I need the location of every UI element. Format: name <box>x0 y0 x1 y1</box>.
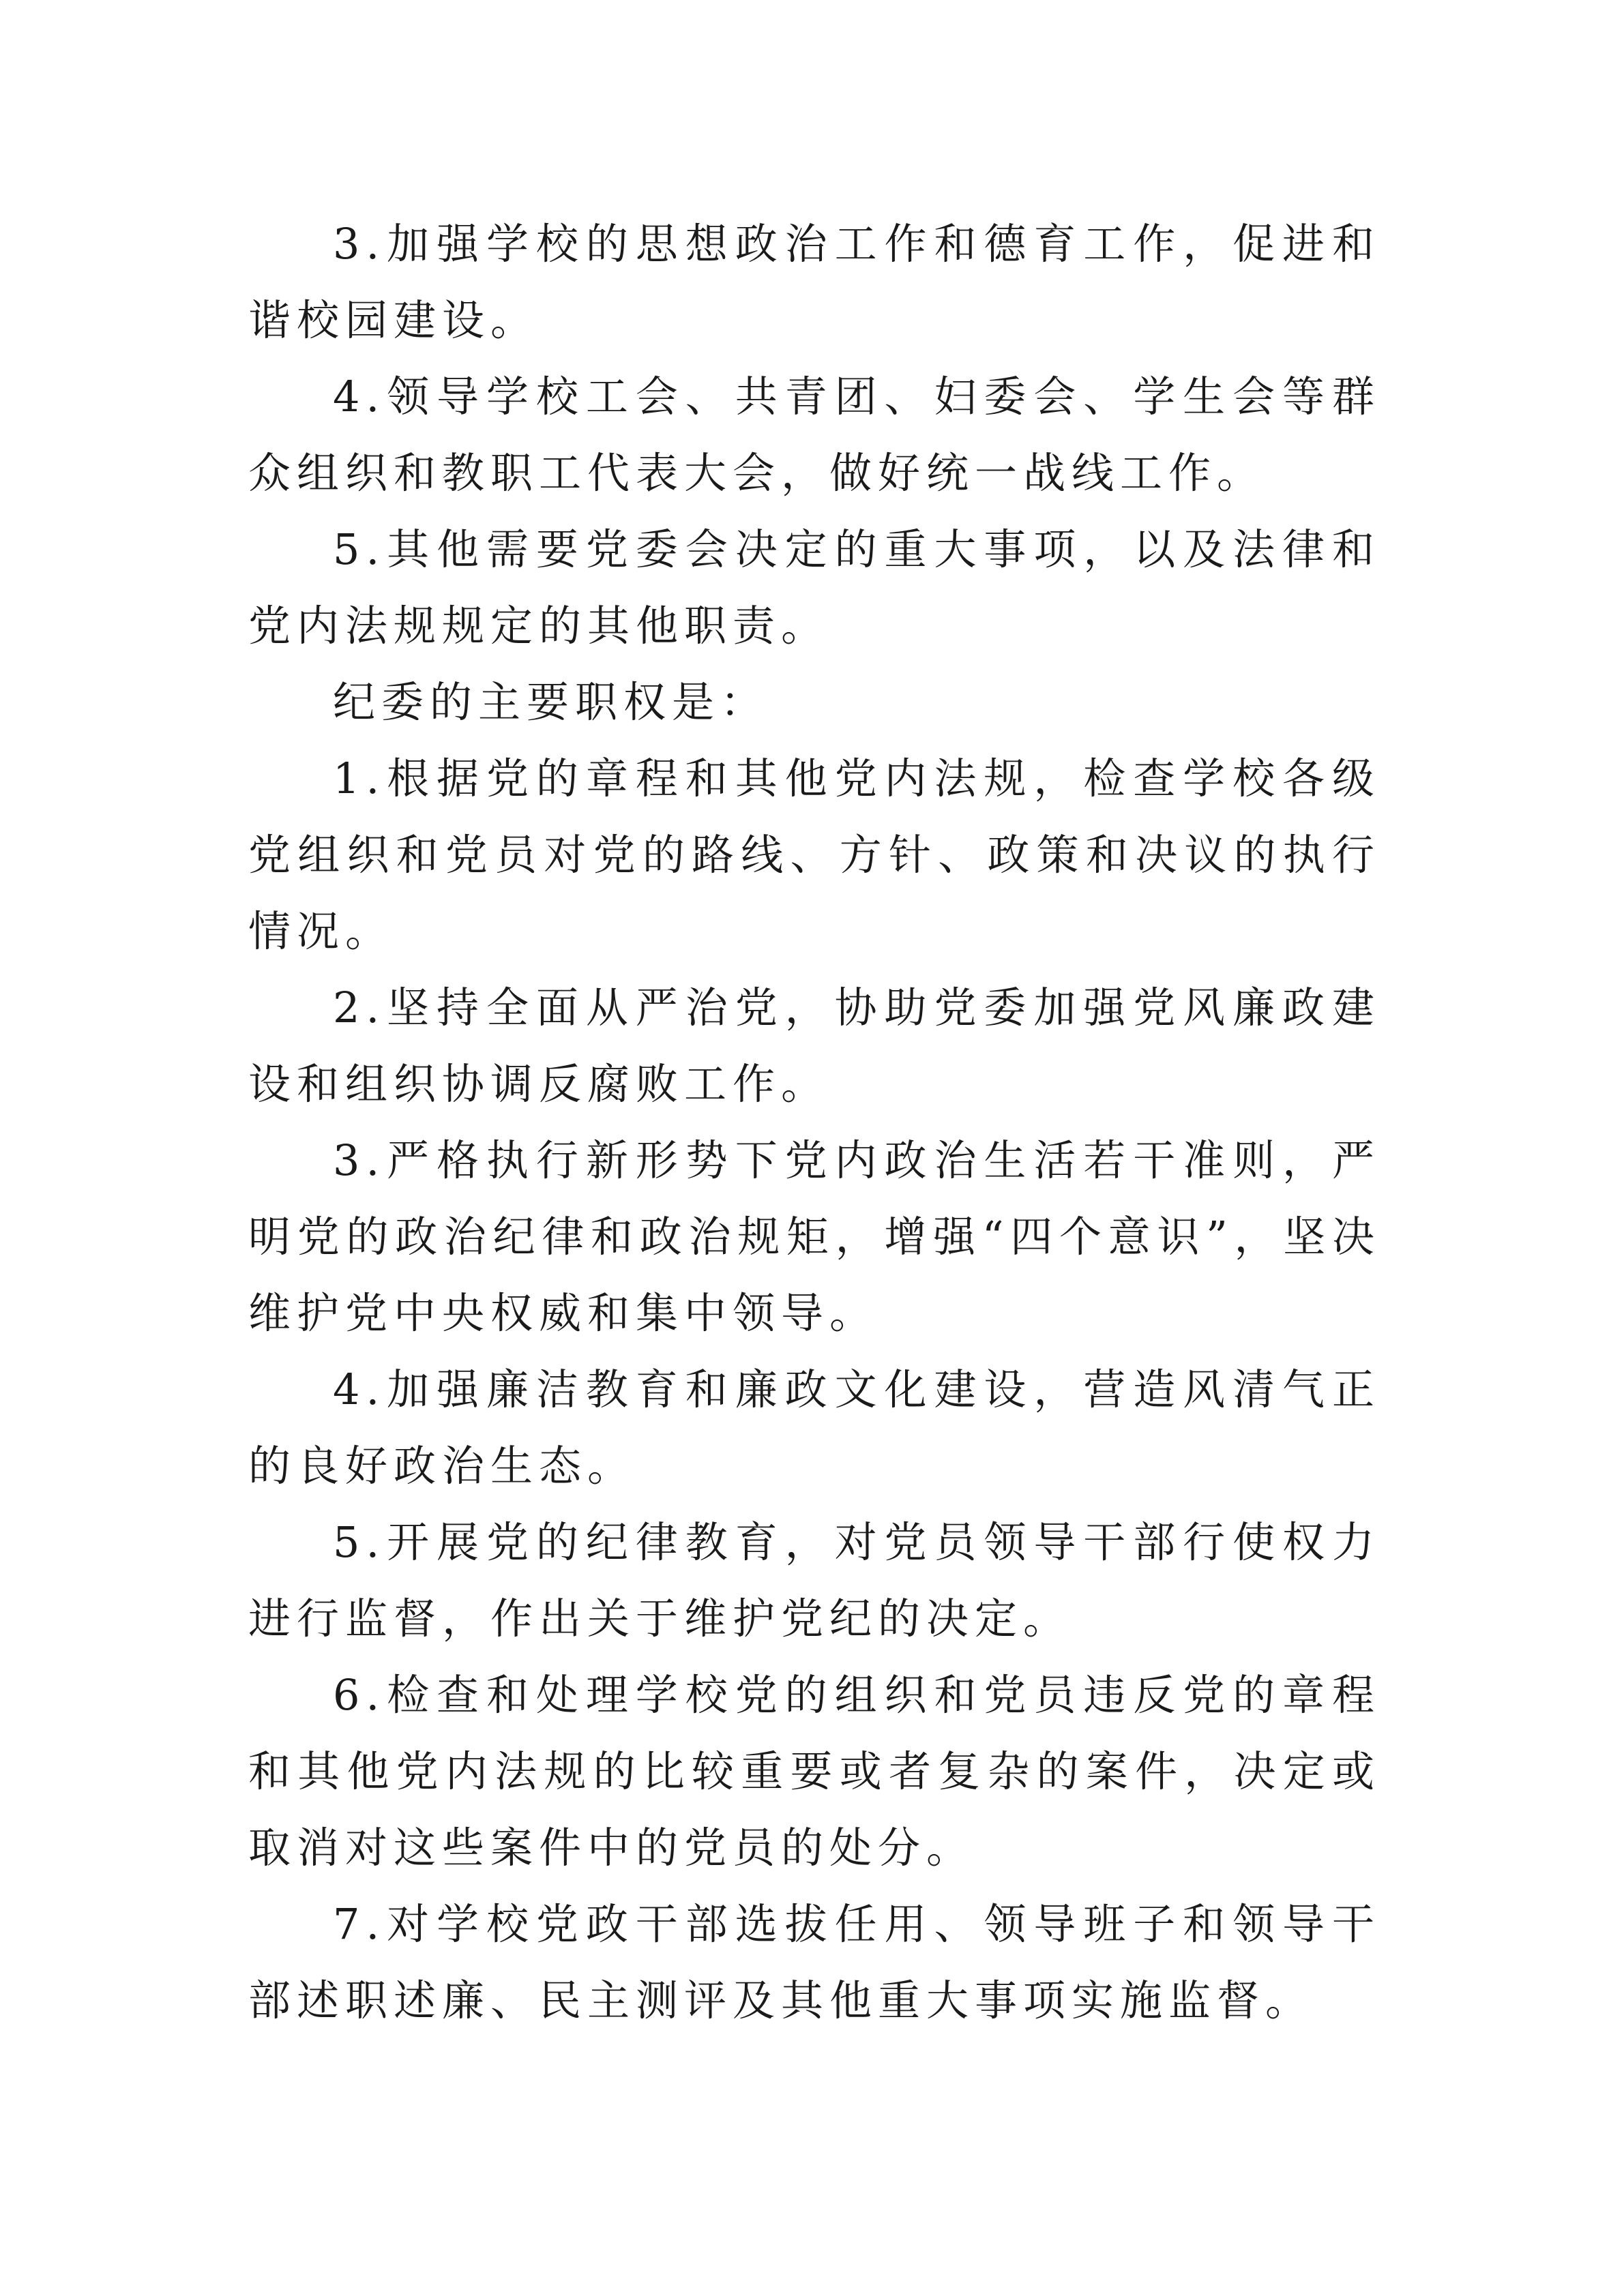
section-heading-discipline-committee: 纪委的主要职权是： <box>333 677 769 727</box>
paragraph-item-5-other-matters: 5.其他需要党委会决定的重大事项，以及法律和党内法规规定的其他职责。 <box>248 524 1381 651</box>
paragraph-duty-6-case-handling: 6.检查和处理学校党的组织和党员违反党的章程和其他党内法规的比较重要或者复杂的案件，决定或取消对这些案件中的党员的处分。 <box>248 1670 1381 1873</box>
paragraph-item-3-thought-work: 3.加强学校的思想政治工作和德育工作，促进和谐校园建设。 <box>248 219 1381 345</box>
paragraph-duty-5-supervision: 5.开展党的纪律教育，对党员领导干部行使权力进行监督，作出关于维护党纪的决定。 <box>248 1517 1381 1643</box>
document-body <box>248 206 1381 2039</box>
paragraph-item-4-mass-organizations: 4.领导学校工会、共青团、妇委会、学生会等群众组织和教职工代表大会，做好统一战线工作。 <box>248 372 1381 498</box>
paragraph-duty-2-anticorruption: 2.坚持全面从严治党，协助党委加强党风廉政建设和组织协调反腐败工作。 <box>248 983 1381 1109</box>
paragraph-duty-4-integrity-education: 4.加强廉洁教育和廉政文化建设，营造风清气正的良好政治生态。 <box>248 1365 1381 1491</box>
paragraph-duty-7-cadre-oversight: 7.对学校党政干部选拔任用、领导班子和领导干部述职述廉、民主测评及其他重大事项实施监督。 <box>248 1899 1381 2025</box>
paragraph-duty-3-political-discipline: 3.严格执行新形势下党内政治生活若干准则，严明党的政治纪律和政治规矩，增强“四个意识”，坚决维护党中央权威和集中领导。 <box>248 1135 1381 1338</box>
paragraph-duty-1-inspection: 1.根据党的章程和其他党内法规，检查学校各级党组织和党员对党的路线、方针、政策和决议的执行情况。 <box>248 754 1381 956</box>
